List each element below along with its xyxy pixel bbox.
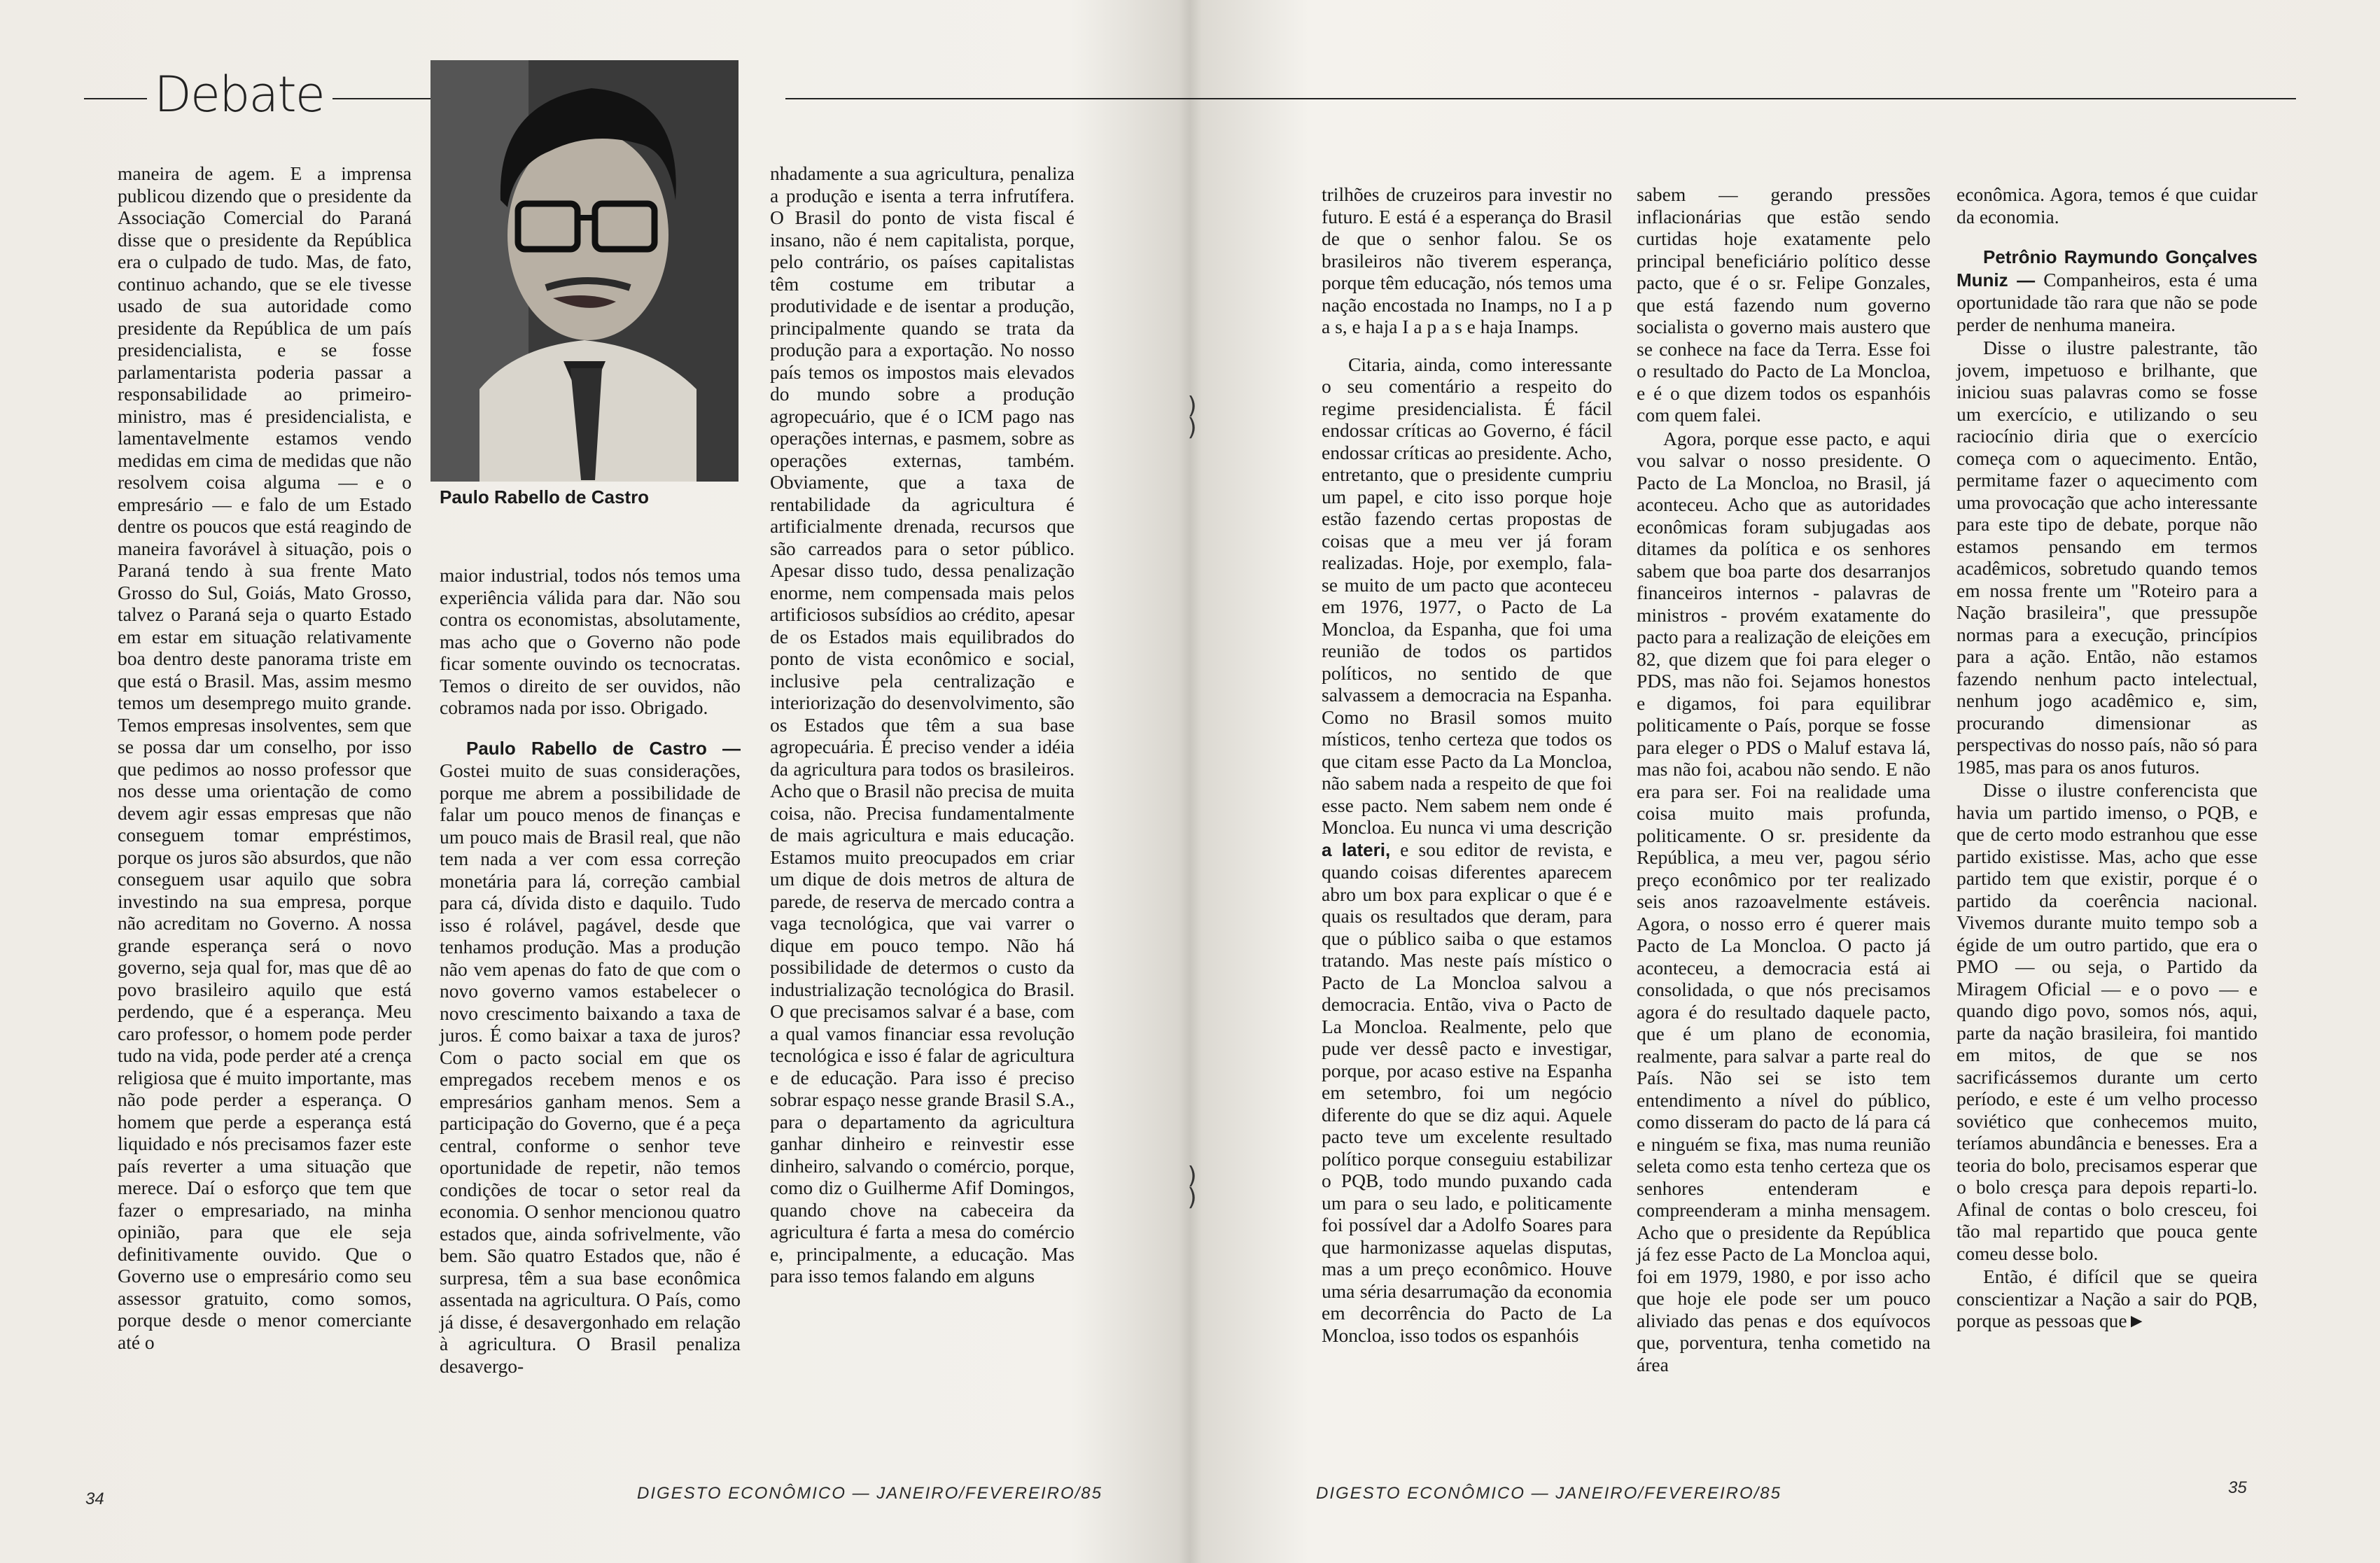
speaker-paragraph xyxy=(1956,246,2258,335)
column-3 xyxy=(770,162,1074,1287)
portrait-illustration xyxy=(430,60,738,482)
portrait-photo xyxy=(430,60,738,482)
header-rule-left xyxy=(84,98,147,99)
paragraph: maior industrial, todos nós temos uma experiência válida para dar. Não sou contra os economistas, absolutamente, mas acho que o Governo não pode ficar somente ouvindo os tecnocratas. Temos o direito de ser ouvidos, não cobramos nada por isso. Obrigado. xyxy=(440,564,741,718)
bold-phrase: a lateri, xyxy=(1322,839,1391,860)
column-2 xyxy=(440,564,741,1377)
column-1 xyxy=(118,162,412,1353)
speaker-name: Paulo Rabello de Castro — xyxy=(466,737,741,759)
column-6 xyxy=(1956,183,2258,1332)
binding-mark-bottom: ) ) xyxy=(1187,1162,1197,1212)
binding-mark-top: ) ) xyxy=(1187,392,1197,442)
speech-text: Companheiros, esta é uma oportunidade tão rara que não se pode perder de nenhuma maneira. xyxy=(1956,268,2258,335)
paragraph: sabem — gerando pressões inflacionárias que estão sendo curtidas hoje exatamente pelo principal beneficiário político desse pacto, que é o sr. Felipe Gonzales, que está fazendo num governo socialista o governo mais austero que se conhece na face da Terra. Esse foi o resultado do Pacto de La Moncloa, e é o que dizem todos os espanhóis com quem falei. xyxy=(1637,183,1931,426)
speech-text: Gostei muito de suas considerações, porque me abrem a possibilidade de falar um pouco menos de finanças e um pouco mais de Brasil real, que não tem nada a ver com essa correção monetária para lá, correção cambial para cá, dívida disto e daquilo. Tudo isso é rolável, pagável, desde que tenhamos produção. Mas a produção não vem apenas do fato de que com o novo governo vamos estabelecer o novo crescimento baixando a taxa de juros. É como baixar a taxa de juros? Com o pacto social em que os empregados recebem menos e os empresários ganham menos. Sem a participação do Governo, que é a peça central, conforme o senhor teve oportunidade de repetir, não temos condições de tocar o setor real da economia. O senhor mencionou quatro estados que, ainda sofrivelmente, vão bem. São quatro Estados que, não é surpresa, têm a sua base econômica assentada na agricultura. O País, como já disse, é desavergonhado em relação à agricultura. O Brasil penaliza desavergo- xyxy=(440,759,741,1377)
paragraph: nhadamente a sua agricultura, penaliza a produção e isenta a terra infrutífera. O Brasil do ponto de vista fiscal é insano, não é nem capitalista, porque, pelo contrário, os países capitalistas têm costume em tributar a produtividade e de isentar a produção, principalmente quando se trata da produção para a exportação. No nosso país temos os impostos mais elevados do mundo sobre a produção agropecuário, que é o ICM pago nas operações internas, e pasmem, sobre as operações externas, também. Obviamente, que a taxa de rentabilidade da agricultura é artificialmente drenada, recursos que são carreados para o setor público. Apesar disso tudo, dessa penalização enorme, nem compensada mais pelos artificiosos subsídios ao crédito, apesar de os Estados mais equilibrados do ponto de vista econômico e social, inclusive pela centralização e interiorização do desenvolvimento, são os Estados que têm a sua base agropecuária. É preciso vender a idéia da agricultura para todos os brasileiros. Acho que o Brasil não precisa de muita coisa, não. Precisa fundamentalmente de mais agricultura e mais educação. Estamos muito preocupados em criar um dique de dois metros de altura de parede, de reserva de mercado contra a vaga tecnológica, que vai varrer o dique em pouco tempo. Não há possibilidade de determos o custo da industrialização tecnológica do Brasil. O que precisamos salvar é a base, com a qual vamos financiar essa revolução tecnológica e isso é falar de agricultura e de educação. Para isso é preciso sobrar espaço nesse grande Brasil S.A., para o departamento da agricultura ganhar dinheiro e reinvestir esse dinheiro, salvando o comércio, porque, como diz o Guilherme Afif Domingos, quando chove na cabeceira da agricultura é farta a mesa do comércio e, principalmente, a educação. Mas para isso temos falando em alguns xyxy=(770,162,1074,1287)
column-4 xyxy=(1322,183,1612,1346)
header-rule-right xyxy=(332,98,434,99)
footer-title-left: DIGESTO ECONÔMICO — JANEIRO/FEVEREIRO/85 xyxy=(637,1484,1102,1503)
paragraph: econômica. Agora, temos é que cuidar da economia. xyxy=(1956,183,2258,227)
paragraph: Disse o ilustre palestrante, tão jovem, impetuoso e brilhante, que iniciou suas palavras como se fosse um exercício, e utilizando o seu raciocínio diria que o exercício começa com o aquecimento. Então, permitame fazer o aquecimento com uma provocação que acho interessante para este tipo de debate, porque não estamos pensando em termos acadêmicos, sobretudo quando temos em nossa frente um "Roteiro para a Nação brasileira", que pressupõe normas para a execução, princípios para a ação. Então, não estamos fazendo nenhum pacto intelectual, nenhum jogo acadêmico e, sim, procurando dimensionar as perspectivas do nosso país, não só para 1985, mas para os anos futuros. xyxy=(1956,337,2258,778)
paragraph: Então, é difícil que se queira conscientizar a Nação a sair do PQB, porque as pessoas que► xyxy=(1956,1266,2258,1331)
footer-title-right: DIGESTO ECONÔMICO — JANEIRO/FEVEREIRO/85 xyxy=(1316,1484,1782,1503)
speaker-paragraph xyxy=(440,737,741,1378)
paragraph: Agora, porque esse pacto, e aqui vou salvar o nosso presidente. O Pacto de La Moncloa, no Brasil, já aconteceu. Acho que as autoridades econômicas foram subjugadas aos ditames da política e os senhores sabem que boa parte dos desarranjos financeiros internos - palavras de ministros - provém exatamente do pacto para a realização de eleições em 82, que dizem que foi para eleger o PDS, mas não foi. Sejamos honestos e digamos, foi para equilibrar politicamente o País, porque se fosse para eleger o PDS o Maluf estava lá, mas não foi, acabou não sendo. E não era para ser. Foi na realidade uma coisa muito mais profunda, politicamente. O sr. presidente da República, a meu ver, pagou sério preço econômico por ter realizado seis anos razoavelmente estáveis. Agora, o nosso erro é querer mais Pacto de La Moncloa. O pacto já aconteceu, a democracia está ai consolidada, o que nós precisamos agora é do resultado daquele pacto, que é um plano de economia, realmente, para salvar a parte real do País. Não sei se isto tem entendimento a nível do público, como disseram do pacto de lá para cá e ninguém se fixa, mas numa reunião seleta como esta tenho certeza que os senhores entenderam e compreenderam a minha mensagem. Acho que o presidente da República já fez esse Pacto de La Moncloa aqui, foi em 1979, 1980, e por isso acho que hoje ele pode ser um pouco aliviado das penas e dos equívocos que, porventura, tenha cometido na área xyxy=(1637,427,1931,1375)
speaker-name: Petrônio Raymundo Gonçalves Muniz — xyxy=(1956,246,2258,290)
top-rule xyxy=(785,98,2296,99)
column-5 xyxy=(1637,183,1931,1375)
paragraph: maneira de agem. E a imprensa publicou dizendo que o presidente da Associação Comercial do Paraná disse que o presidente da República era o culpado de tudo. Mas, de fato, continuo achando, que se ele tivesse usado de sua autoridade como presidente da República de um país presidencialista, e se fosse parlamentarista poderia passar a responsabilidade ao primeiro-ministro, mas é presidencialista, e lamentavelmente estamos vendo medidas em cima de medidas que não resolvem coisa alguma — e o empresário — e falo de um Estado dentre os poucos que está reagindo de maneira favorável à situação, pois o Paraná tendo à sua frente Mato Grosso do Sul, Goiás, Mato Grosso, talvez o Paraná seja o quarto Estado em estar em situação relativamente boa dentro deste panorama triste em que está o Brasil. Mas, assim mesmo temos um desemprego muito grande. Temos empresas insolventes, sem que se possa dar um conselho, por isso que pedimos ao nosso professor que nos desse uma orientação de como devem agir essas empresas que não conseguem tomar empréstimos, porque os juros são absurdos, que não conseguem usar aquilo que sobra investindo na sua empresa, porque não acreditam no Governo. A nossa grande esperança será o novo governo, seja qual for, mas que dê ao povo brasileiro aquilo que está perdendo, que é a esperança. Meu caro professor, o homem pode perder tudo na vida, pode perder até a crença religiosa que é muito importante, mas não pode perder a esperança. O homem que perde a esperança está liquidado e nós precisamos fazer este país reverter a uma situação que merece. Daí o esforço que tem que fazer o empresariado, na minha opinião, para que ele seja definitivamente ouvido. Que o Governo use o empresário como seu assessor gratuito, como somos, porque desde o menor comerciante até o xyxy=(118,162,412,1353)
section-title: Debate xyxy=(154,66,324,123)
paragraph-text: e sou editor de revista, e quando coisas diferentes aparecem abro um box para explicar o que é e quais os resultados que deram, para que o público saiba o que estamos tratando. Mas neste país místico o Pacto de La Moncloa salvou a democracia. Então, viva o Pacto de La Moncloa. Realmente, pelo que pude ver dessê pacto e investigar, porque, por acaso estive na Espanha em setembro, foi um negócio diferente do que se diz aqui. Aquele pacto teve um excelente resultado político porque conseguiu estabilizar o PQB, todo mundo puxando cada um para o seu lado, e politicamente foi possível dar a Adolfo Soares para que harmonizasse aquelas disputas, mas a um preço econômico. Houve uma séria desarrumação da economia em decorrência do Pacto de La Moncloa, isso todos os espanhóis xyxy=(1322,838,1613,1346)
page-number-right: 35 xyxy=(2228,1478,2247,1497)
section-header xyxy=(84,64,427,123)
photo-caption: Paulo Rabello de Castro xyxy=(440,486,650,507)
paragraph: trilhões de cruzeiros para investir no futuro. E está é a esperança do Brasil de que o senhor falou. Se os brasileiros não tiverem esperança, porque têm educação, nós temos uma nação encostada no Inamps, no I a p a s, e haja I a p a s e haja Inamps. xyxy=(1322,183,1612,337)
page-number-left: 34 xyxy=(85,1490,104,1508)
paragraph-text: Citaria, ainda, como interessante o seu comentário a respeito do regime presidencialista. É fácil endossar críticas ao Governo, é fácil endossar críticas ao presidente. Acho, entretanto, que o presidente cumpriu um papel, e cito isso porque hoje estão fazendo certas propostas de coisas que a meu ver já foram realizadas. Hoje, por exemplo, fala-se muito de um pacto que aconteceu em 1976, 1977, o Pacto de La Moncloa, da Espanha, que foi uma reunião de todos os partidos políticos, no sentido de que salvassem a democracia na Espanha. Como no Brasil somos muito místicos, tenho certeza que todos os que citam esse Pacto da La Moncloa, não sabem nada a respeito de que foi esse pacto. Nem sabem nem onde é Moncloa. Eu nunca vi uma descrição xyxy=(1322,353,1612,838)
paragraph xyxy=(1322,353,1612,1347)
paragraph: Disse o ilustre conferencista que havia um partido imenso, o PQB, e que de certo modo estranhou que esse partido existisse. Mas, acho que esse partido tem que existir, porque é o partido da coerência nacional. Vivemos durante muito tempo sob a égide de um outro partido, que era o PMO — ou seja, o Partido da Miragem Oficial — e o povo — e quando digo povo, somos nós, aqui, parte da nação brasileira, foi mantido em mitos, de que se nos sacrificássemos durante um certo período, e este é um velho processo soviético que conhecemos muito, teríamos abundância e benesses. Era a teoria do bolo, precisamos esperar que o bolo cresça para depois reparti-lo. Afinal de contas o bolo cresceu, foi tão mal repartido que pouca gente comeu desse bolo. xyxy=(1956,779,2258,1264)
